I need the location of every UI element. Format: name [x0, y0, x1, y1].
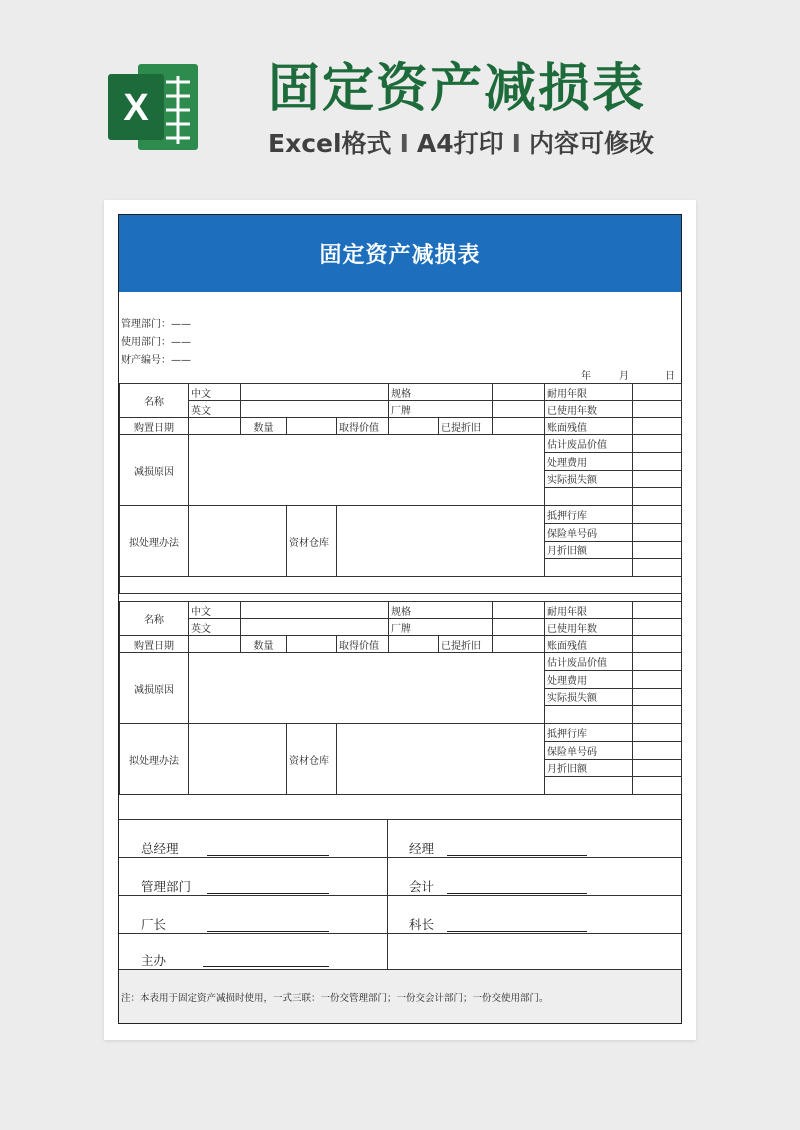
input-method[interactable] [189, 724, 287, 795]
label-name: 名称 [120, 602, 189, 636]
label-method: 拟处理办法 [120, 724, 189, 795]
input-disposal-cost[interactable] [633, 670, 682, 688]
label-warehouse: 资材仓库 [287, 506, 337, 577]
input-useful-life[interactable] [633, 602, 682, 619]
sign-line-general-manager[interactable] [207, 855, 329, 856]
label-warehouse: 资材仓库 [287, 724, 337, 795]
label-book-residual: 账面残值 [545, 636, 633, 653]
input-spec[interactable] [493, 384, 545, 401]
blank-cell[interactable] [545, 777, 633, 795]
asset-loss-form [118, 214, 682, 1024]
sign-line-accounting[interactable] [447, 893, 587, 894]
subtitle-separator: I [399, 129, 409, 158]
label-english: 英文 [189, 619, 241, 636]
main-title: 固定资产减损表 [268, 59, 647, 119]
form-title: 固定资产减损表 [119, 215, 681, 292]
blank-cell[interactable] [633, 488, 682, 506]
paper-sheet [104, 200, 696, 1040]
label-monthly-dep: 月折旧额 [545, 759, 633, 777]
label-brand: 厂牌 [389, 619, 493, 636]
divider [119, 857, 681, 858]
input-brand[interactable] [493, 619, 545, 636]
divider [387, 819, 388, 969]
label-general-manager: 总经理 [141, 841, 179, 856]
sign-line-factory-head[interactable] [207, 931, 329, 932]
input-reason[interactable] [189, 653, 545, 724]
label-used-years: 已使用年数 [545, 619, 633, 636]
asset-block-2 [119, 601, 682, 795]
info-mgmt-dept[interactable]: 管理部门：—— [121, 319, 191, 330]
label-disposal-cost: 处理费用 [545, 670, 633, 688]
input-chinese-name[interactable] [241, 384, 389, 401]
label-used-years: 已使用年数 [545, 401, 633, 418]
input-mortgage[interactable] [633, 506, 682, 524]
label-monthly-dep: 月折旧额 [545, 541, 633, 559]
label-scrap-value: 估计废品价值 [545, 653, 633, 671]
blank-cell[interactable] [633, 777, 682, 795]
blank-cell[interactable] [633, 559, 682, 577]
label-spec: 规格 [389, 602, 493, 619]
input-book-residual[interactable] [633, 636, 682, 653]
label-acquisition-value: 取得价值 [337, 636, 389, 653]
subtitle-print: A4打印 [416, 129, 504, 158]
label-brand: 厂牌 [389, 401, 493, 418]
label-actual-loss: 实际损失额 [545, 688, 633, 706]
blank-cell[interactable] [545, 488, 633, 506]
input-disposal-cost[interactable] [633, 452, 682, 470]
input-purchase-date[interactable] [189, 636, 241, 653]
label-depreciated: 已提折旧 [439, 418, 493, 435]
input-reason[interactable] [189, 435, 545, 506]
sign-line-supervisor[interactable] [203, 966, 329, 967]
label-mortgage: 抵押行库 [545, 724, 633, 742]
input-chinese-name[interactable] [241, 602, 389, 619]
label-mortgage: 抵押行库 [545, 506, 633, 524]
input-used-years[interactable] [633, 401, 682, 418]
label-disposal-cost: 处理费用 [545, 452, 633, 470]
label-quantity: 数量 [241, 418, 287, 435]
input-acquisition-value[interactable] [389, 418, 439, 435]
input-depreciated[interactable] [493, 418, 545, 435]
info-use-dept[interactable]: 使用部门：—— [121, 337, 191, 348]
label-mgmt-dept: 管理部门 [141, 879, 192, 894]
input-insurance-no[interactable] [633, 741, 682, 759]
input-depreciated[interactable] [493, 636, 545, 653]
label-method: 拟处理办法 [120, 506, 189, 577]
input-english-name[interactable] [241, 401, 389, 418]
blank-cell[interactable] [633, 706, 682, 724]
input-scrap-value[interactable] [633, 653, 682, 671]
input-spec[interactable] [493, 602, 545, 619]
label-useful-life: 耐用年限 [545, 384, 633, 401]
label-acquisition-value: 取得价值 [337, 418, 389, 435]
subtitle-format: Excel格式 [268, 129, 392, 158]
input-scrap-value[interactable] [633, 435, 682, 453]
input-english-name[interactable] [241, 619, 389, 636]
subtitle-separator: I [511, 129, 521, 158]
input-useful-life[interactable] [633, 384, 682, 401]
info-asset-no[interactable]: 财产编号：—— [121, 355, 191, 366]
input-used-years[interactable] [633, 619, 682, 636]
input-insurance-no[interactable] [633, 523, 682, 541]
label-useful-life: 耐用年限 [545, 602, 633, 619]
subtitle [268, 124, 654, 160]
input-warehouse[interactable] [337, 724, 545, 795]
label-purchase-date: 购置日期 [120, 418, 189, 435]
label-supervisor: 主办 [141, 953, 167, 968]
date-year[interactable]: 年 [581, 371, 591, 382]
label-reason: 减损原因 [120, 435, 189, 506]
label-actual-loss: 实际损失额 [545, 470, 633, 488]
input-monthly-dep[interactable] [633, 541, 682, 559]
date-day[interactable]: 日 [665, 371, 675, 382]
input-warehouse[interactable] [337, 506, 545, 577]
label-insurance-no: 保险单号码 [545, 741, 633, 759]
label-book-residual: 账面残值 [545, 418, 633, 435]
blank-cell[interactable] [545, 559, 633, 577]
label-scrap-value: 估计废品价值 [545, 435, 633, 453]
excel-icon [104, 58, 202, 156]
label-manager: 经理 [409, 841, 435, 856]
svg-text:X: X [123, 87, 149, 129]
label-name: 名称 [120, 384, 189, 418]
label-purchase-date: 购置日期 [120, 636, 189, 653]
divider [119, 819, 681, 820]
label-insurance-no: 保险单号码 [545, 523, 633, 541]
divider [119, 933, 681, 934]
sign-line-mgmt-dept[interactable] [207, 893, 329, 894]
label-english: 英文 [189, 401, 241, 418]
label-depreciated: 已提折旧 [439, 636, 493, 653]
label-chinese: 中文 [189, 602, 241, 619]
input-acquisition-value[interactable] [389, 636, 439, 653]
input-quantity[interactable] [287, 418, 337, 435]
spacer-row [120, 577, 682, 594]
label-quantity: 数量 [241, 636, 287, 653]
divider [119, 895, 681, 896]
signature-section [119, 819, 681, 969]
label-factory-head: 厂长 [141, 917, 167, 932]
input-book-residual[interactable] [633, 418, 682, 435]
input-brand[interactable] [493, 401, 545, 418]
sign-line-section-chief[interactable] [447, 931, 587, 932]
input-purchase-date[interactable] [189, 418, 241, 435]
subtitle-editable: 内容可修改 [528, 129, 654, 158]
input-method[interactable] [189, 506, 287, 577]
date-month[interactable]: 月 [619, 371, 629, 382]
label-spec: 规格 [389, 384, 493, 401]
blank-cell[interactable] [545, 706, 633, 724]
label-section-chief: 科长 [409, 917, 435, 932]
input-quantity[interactable] [287, 636, 337, 653]
label-accounting: 会计 [409, 879, 435, 894]
input-actual-loss[interactable] [633, 470, 682, 488]
note-bar: 注：本表用于固定资产减损时使用，一式三联：一份交管理部门；一份交会计部门；一份交使用部门。 [119, 969, 681, 1023]
banner [0, 0, 800, 200]
label-reason: 减损原因 [120, 653, 189, 724]
input-mortgage[interactable] [633, 724, 682, 742]
input-monthly-dep[interactable] [633, 759, 682, 777]
asset-block-1 [119, 383, 682, 594]
input-actual-loss[interactable] [633, 688, 682, 706]
label-chinese: 中文 [189, 384, 241, 401]
sign-line-manager[interactable] [447, 855, 587, 856]
